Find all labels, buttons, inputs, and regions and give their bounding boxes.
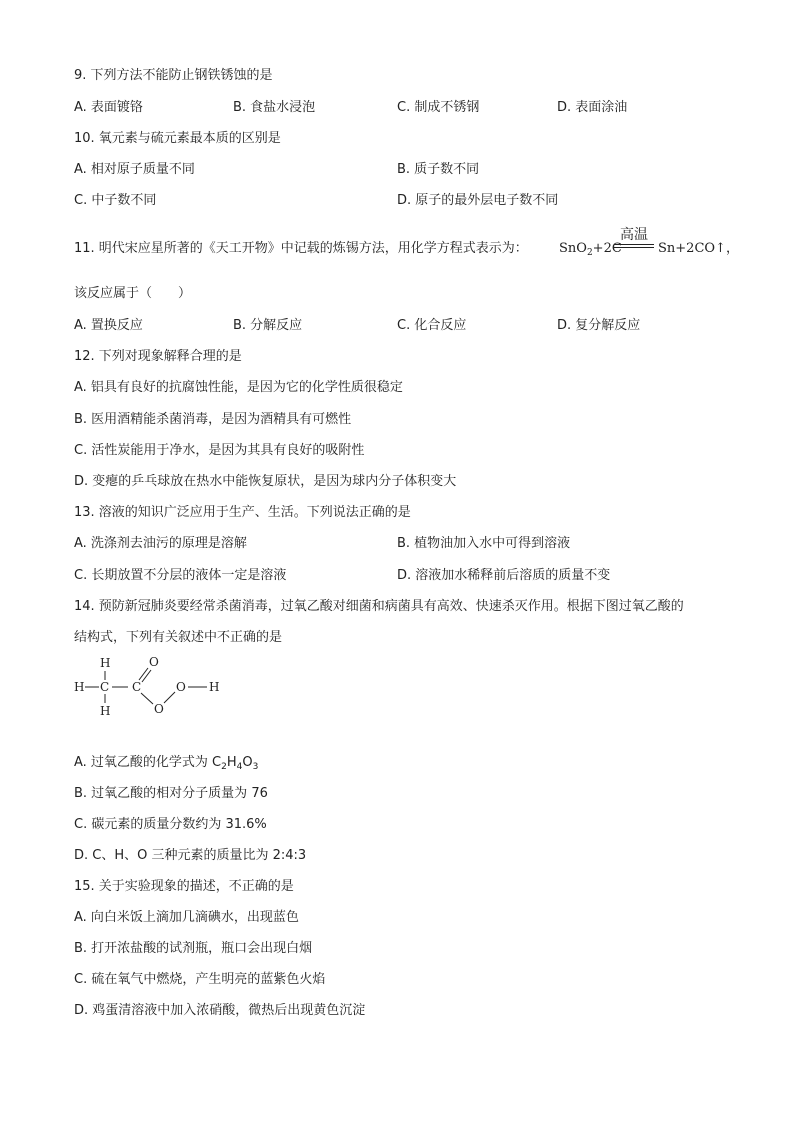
atom-o-carbonyl: O bbox=[149, 655, 159, 669]
atom-h-bottom: H bbox=[100, 704, 111, 718]
q11-equation-arrow-top bbox=[614, 244, 654, 245]
q13-option-a: A. 洗涤剂去油污的原理是溶解 bbox=[74, 536, 247, 551]
q12-option-b: B. 医用酒精能杀菌消毒，是因为酒精具有可燃性 bbox=[74, 412, 352, 427]
q11-equation-arrow-bottom bbox=[614, 247, 654, 248]
q13-stem: 13. 溶液的知识广泛应用于生产、生活。下列说法正确的是 bbox=[74, 505, 411, 520]
q9-stem: 9. 下列方法不能防止钢铁锈蚀的是 bbox=[74, 68, 273, 83]
q12-option-d: D. 变瘪的乒乓球放在热水中能恢复原状，是因为球内分子体积变大 bbox=[74, 474, 457, 489]
q11-equation-condition: 高温 bbox=[620, 227, 648, 243]
q13-option-c: C. 长期放置不分层的液体一定是溶液 bbox=[74, 568, 287, 583]
q13-option-d: D. 溶液加水稀释前后溶质的质量不变 bbox=[397, 568, 611, 583]
q14-option-c: C. 碳元素的质量分数约为 31.6% bbox=[74, 817, 267, 832]
q12-stem: 12. 下列对现象解释合理的是 bbox=[74, 349, 242, 364]
q12-option-a: A. 铝具有良好的抗腐蚀性能，是因为它的化学性质很稳定 bbox=[74, 380, 403, 395]
q14-option-b: B. 过氧乙酸的相对分子质量为 76 bbox=[74, 786, 268, 801]
q10-option-d: D. 原子的最外层电子数不同 bbox=[397, 193, 559, 208]
q11-option-c: C. 化合反应 bbox=[397, 318, 467, 333]
q11-equation-right: Sn+2CO↑， bbox=[658, 241, 739, 256]
atom-h-top: H bbox=[100, 656, 111, 670]
q14-stem-line1: 14. 预防新冠肺炎要经常杀菌消毒，过氧乙酸对细菌和病菌具有高效、快速杀灭作用。根据下图过氧乙酸的 bbox=[74, 599, 684, 614]
atom-h-left: H bbox=[74, 680, 85, 694]
q11-option-a: A. 置换反应 bbox=[74, 318, 143, 333]
atom-c-carbonyl: C bbox=[132, 680, 142, 694]
q15-option-c: C. 硫在氧气中燃烧，产生明亮的蓝紫色火焰 bbox=[74, 972, 326, 987]
atom-o-peroxy: O bbox=[154, 702, 164, 716]
q11-option-d: D. 复分解反应 bbox=[557, 318, 641, 333]
q11-equation-left: SnO$_2$+2C bbox=[559, 241, 622, 258]
peracetic-acid-structure bbox=[70, 652, 240, 722]
q15-option-d: D. 鸡蛋清溶液中加入浓硝酸，微热后出现黄色沉淀 bbox=[74, 1003, 366, 1018]
q9-option-a: A. 表面镀铬 bbox=[74, 100, 143, 115]
q9-option-c: C. 制成不锈钢 bbox=[397, 100, 480, 115]
q11-option-b: B. 分解反应 bbox=[233, 318, 303, 333]
q11-stem: 11. 明代宋应星所著的《天工开物》中记载的炼锡方法，用化学方程式表示为： bbox=[74, 241, 528, 256]
q14-option-d: D. C、H、O 三种元素的质量比为 2:4:3 bbox=[74, 848, 307, 863]
bond-c-o bbox=[141, 693, 153, 704]
bond-c-o-double-2 bbox=[142, 670, 151, 682]
q13-option-b: B. 植物油加入水中可得到溶液 bbox=[397, 536, 571, 551]
q10-option-b: B. 质子数不同 bbox=[397, 162, 480, 177]
atom-h-hydroxyl: H bbox=[209, 680, 220, 694]
bond-o-o bbox=[164, 692, 175, 703]
q10-stem: 10. 氧元素与硫元素最本质的区别是 bbox=[74, 131, 281, 146]
q15-stem: 15. 关于实验现象的描述，不正确的是 bbox=[74, 879, 294, 894]
q10-option-a: A. 相对原子质量不同 bbox=[74, 162, 195, 177]
q14-stem-line2: 结构式，下列有关叙述中不正确的是 bbox=[74, 630, 283, 645]
atom-c-methyl: C bbox=[100, 680, 110, 694]
q12-option-c: C. 活性炭能用于净水，是因为其具有良好的吸附性 bbox=[74, 443, 365, 458]
q11-stem-continued: 该反应属于（ ） bbox=[74, 286, 192, 301]
bond-c-o-double-1 bbox=[139, 668, 148, 680]
q9-option-d: D. 表面涂油 bbox=[557, 100, 628, 115]
q14-option-a: A. 过氧乙酸的化学式为 $C_2H_4O_3$ bbox=[74, 755, 259, 772]
q15-option-b: B. 打开浓盐酸的试剂瓶，瓶口会出现白烟 bbox=[74, 941, 313, 956]
q9-option-b: B. 食盐水浸泡 bbox=[233, 100, 316, 115]
q10-option-c: C. 中子数不同 bbox=[74, 193, 157, 208]
atom-o-hydroxyl: O bbox=[176, 680, 186, 694]
q15-option-a: A. 向白米饭上滴加几滴碘水，出现蓝色 bbox=[74, 910, 299, 925]
